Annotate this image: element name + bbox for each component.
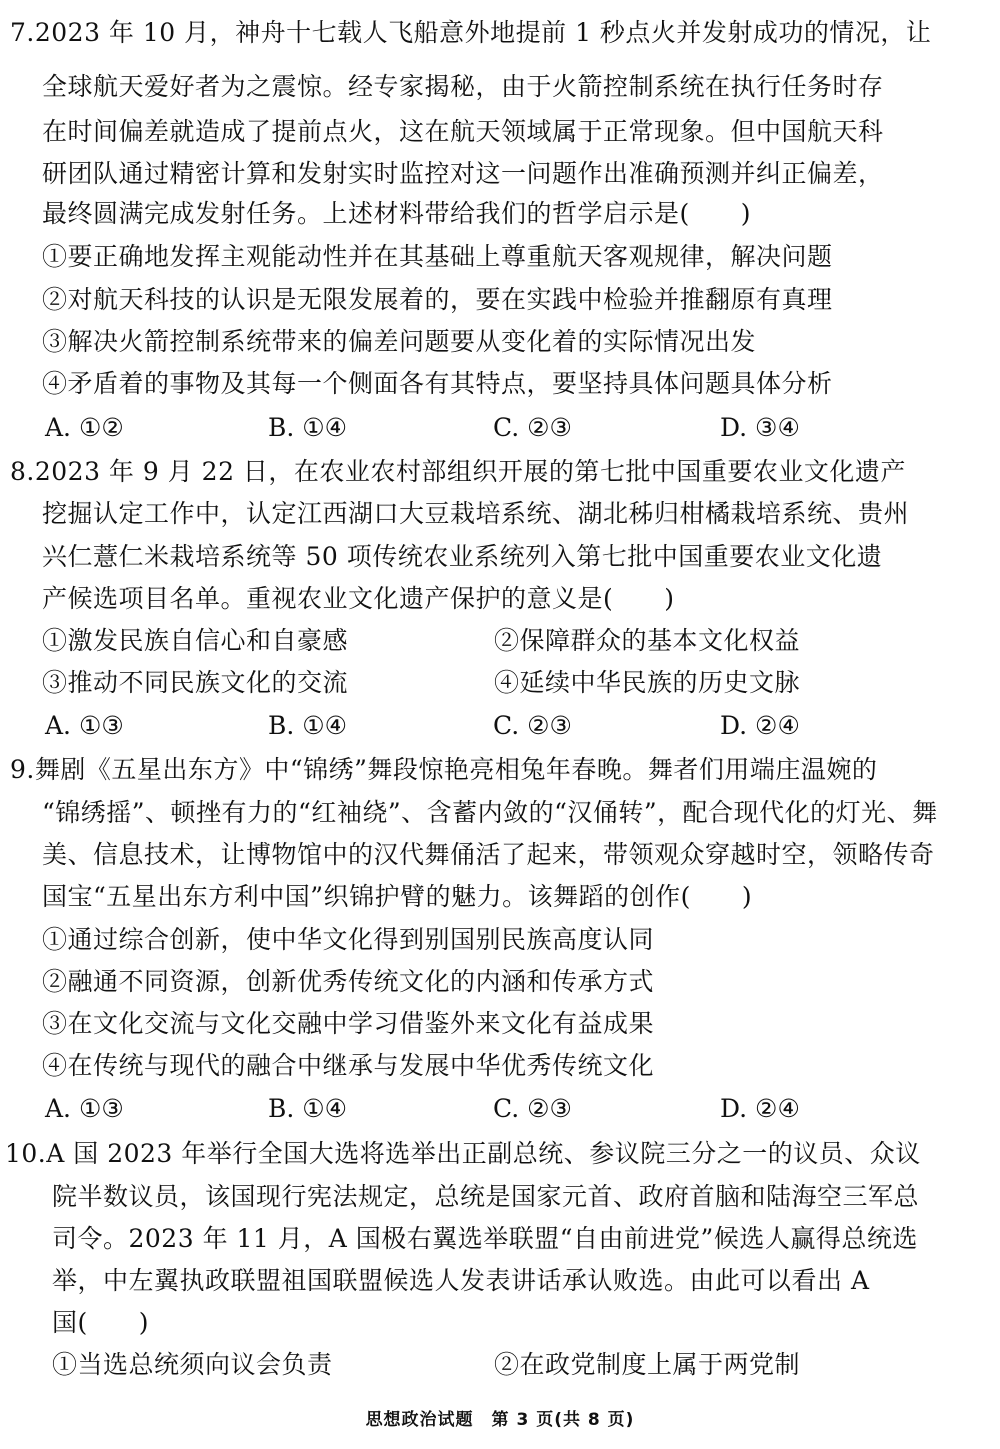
question-number: 10. [5,1139,47,1168]
choice-d[interactable]: D. ③④ [720,413,800,442]
question-8-stem-line: 挖掘认定工作中，认定江西湖口大豆栽培系统、湖北秭归柑橘栽培系统、贵州 [42,499,910,528]
choice-c[interactable]: C. ②③ [493,711,572,740]
choice-a[interactable]: A. ①③ [45,711,124,740]
statement: ④矛盾着的事物及其每一个侧面各有其特点，要坚持具体问题具体分析 [42,369,833,398]
statement: ③解决火箭控制系统带来的偏差问题要从变化着的实际情况出发 [42,327,757,356]
question-7-stem-line: 研团队通过精密计算和发射实时监控对这一问题作出准确预测并纠正偏差， [42,159,884,188]
statement: ①激发民族自信心和自豪感 [42,626,349,655]
choice-b[interactable]: B. ①④ [268,711,348,740]
page-footer: 思想政治试题 第 3 页(共 8 页) [365,1410,635,1430]
question-7-stem-line: 全球航天爱好者为之震惊。经专家揭秘，由于火箭控制系统在执行任务时存 [42,72,884,101]
statement: ②融通不同资源，创新优秀传统文化的内涵和传承方式 [42,967,655,996]
statement: ④在传统与现代的融合中继承与发展中华优秀传统文化 [42,1051,655,1080]
question-number: 7. [10,18,35,47]
stem-text: 舞剧《五星出东方》中“锦绣”舞段惊艳亮相兔年春晚。舞者们用端庄温婉的 [34,755,878,784]
question-9-stem-line: 美、信息技术，让博物馆中的汉代舞俑活了起来，带领观众穿越时空，领略传奇 [42,840,935,869]
statement: ②对航天科技的认识是无限发展着的，要在实践中检验并推翻原有真理 [42,285,833,314]
statement: ①通过综合创新，使中华文化得到别国别民族高度认同 [42,925,655,954]
question-10-stem-line [5,1137,921,1171]
question-7-stem-line: 最终圆满完成发射任务。上述材料带给我们的哲学启示是( ) [42,199,752,228]
question-9-stem-line [10,753,877,787]
question-7-stem-line [10,16,990,50]
statement: ①当选总统须向议会负责 [52,1350,333,1379]
question-9-stem-line: “锦绣摇”、顿挫有力的“红袖绕”、含蓄内敛的“汉俑转”，配合现代化的灯光、舞 [42,798,938,827]
question-10-stem-line: 国( ) [52,1308,150,1337]
statement: ④延续中华民族的历史文脉 [494,668,801,697]
choice-b[interactable]: B. ①④ [268,1094,348,1123]
choice-c[interactable]: C. ②③ [493,413,572,442]
question-10-stem-line: 司令。2023 年 11 月，A 国极右翼选举联盟“自由前进党”候选人赢得总统选 [52,1224,918,1253]
statement: ③在文化交流与文化交融中学习借鉴外来文化有益成果 [42,1009,655,1038]
statement: ②保障群众的基本文化权益 [494,626,801,655]
choice-c[interactable]: C. ②③ [493,1094,572,1123]
question-7-stem-line: 在时间偏差就造成了提前点火，这在航天领域属于正常现象。但中国航天科 [42,117,884,146]
stem-text: 2023 年 9 月 22 日，在农业农村部组织开展的第七批中国重要农业文化遗产 [34,457,906,486]
stem-text: 2023 年 10 月，神舟十七载人飞船意外地提前 1 秒点火并发射成功的情况，让 [34,18,932,47]
question-8-stem-line: 兴仁薏仁米栽培系统等 50 项传统农业系统列入第七批中国重要农业文化遗 [42,542,883,571]
question-number: 8. [10,457,35,486]
question-9-stem-line: 国宝“五星出东方利中国”织锦护臂的魅力。该舞蹈的创作( ) [42,882,753,911]
stem-text: A 国 2023 年举行全国大选将选举出正副总统、参议院三分之一的议员、众议 [46,1139,921,1168]
question-number: 9. [10,755,35,784]
question-8-stem-line: 产候选项目名单。重视农业文化遗产保护的意义是( ) [42,584,675,613]
choice-d[interactable]: D. ②④ [720,711,800,740]
choice-a[interactable]: A. ①② [45,413,124,442]
question-10-stem-line: 院半数议员，该国现行宪法规定，总统是国家元首、政府首脑和陆海空三军总 [52,1182,920,1211]
statement: ③推动不同民族文化的交流 [42,668,349,697]
statement: ①要正确地发挥主观能动性并在其基础上尊重航天客观规律，解决问题 [42,242,833,271]
choice-a[interactable]: A. ①③ [45,1094,124,1123]
question-8-stem-line [10,455,906,489]
statement: ②在政党制度上属于两党制 [494,1350,801,1379]
choice-d[interactable]: D. ②④ [720,1094,800,1123]
question-10-stem-line: 举，中左翼执政联盟祖国联盟候选人发表讲话承认败选。由此可以看出 A [52,1266,870,1295]
choice-b[interactable]: B. ①④ [268,413,348,442]
